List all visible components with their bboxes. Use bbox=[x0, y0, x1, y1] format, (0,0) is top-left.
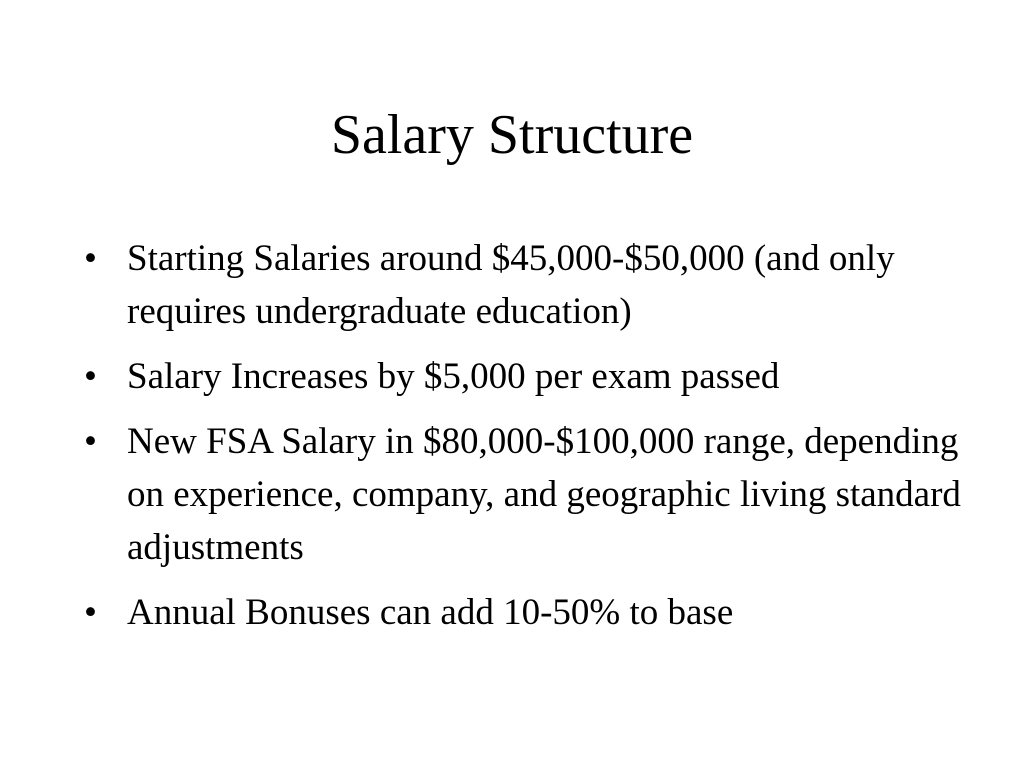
bullet-text: Salary Increases by $5,000 per exam passed bbox=[127, 356, 780, 397]
bullet-item bbox=[84, 232, 964, 338]
bullet-dot-icon: • bbox=[84, 421, 97, 462]
bullet-item bbox=[84, 350, 964, 403]
bullet-text: Annual Bonuses can add 10-50% to base bbox=[127, 592, 734, 633]
bullet-dot-icon: • bbox=[84, 356, 97, 397]
bullet-item bbox=[84, 415, 964, 574]
bullet-text: Starting Salaries around $45,000-$50,000 (and only requires undergraduate education) bbox=[127, 238, 895, 332]
bullet-text: New FSA Salary in $80,000-$100,000 range, depending on experience, company, and geographic living standard adjustments bbox=[127, 421, 961, 568]
slide-title: Salary Structure bbox=[330, 104, 694, 166]
bullet-item bbox=[84, 586, 964, 639]
bullet-dot-icon: • bbox=[84, 592, 97, 633]
bullet-list bbox=[84, 232, 964, 651]
bullet-dot-icon: • bbox=[84, 238, 97, 279]
